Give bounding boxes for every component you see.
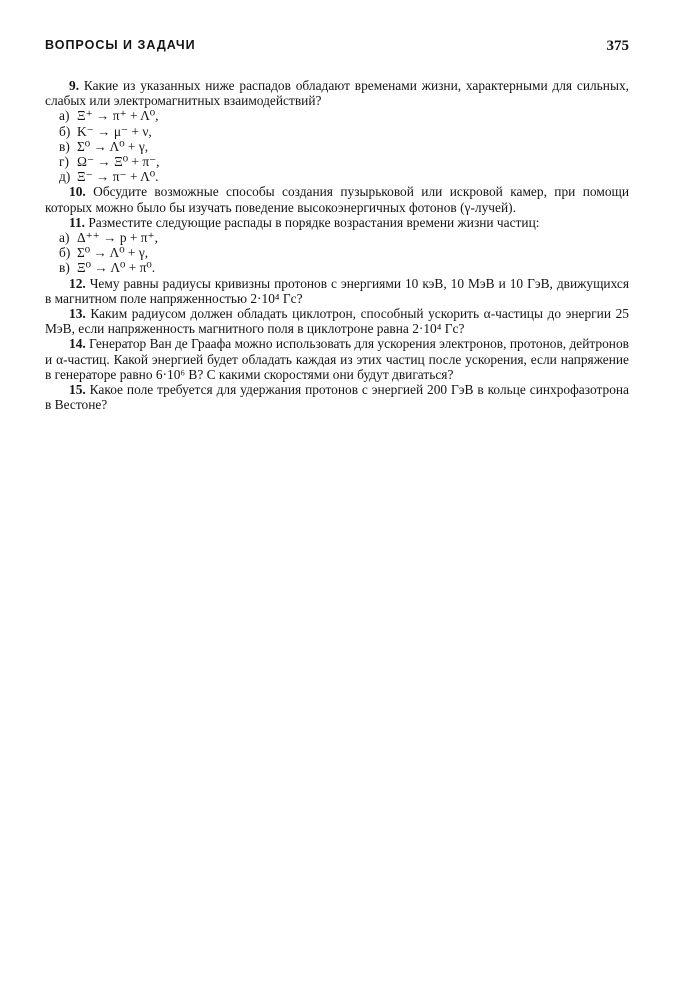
question-15 — [45, 382, 629, 412]
decay-item: а) Δ⁺⁺ → p + π⁺, — [59, 230, 158, 246]
question-12 — [45, 276, 629, 306]
question-text: Чему равны радиусы кривизны протонов с энергиями 10 кэВ, 10 МэВ и 10 ГэВ, движущихся в магнитном поле напряженностью 2·10⁴ Гс? — [45, 275, 629, 306]
decay-item: в) Σ⁰ → Λ⁰ + γ, — [59, 138, 149, 154]
decay-item: б) K⁻ → μ⁻ + ν, — [59, 123, 152, 139]
decay-item: б) Σ⁰ → Λ⁰ + γ, — [59, 245, 149, 261]
question-11 — [45, 215, 629, 230]
decay-item: г) Ω⁻ → Ξ⁰ + π⁻, — [59, 154, 160, 170]
decay-item: д) Ξ⁻ → π⁻ + Λ⁰. — [59, 169, 159, 185]
decay-list-9 — [45, 108, 629, 184]
question-text: Разместите следующие распады в порядке возрастания времени жизни частиц: — [88, 214, 540, 230]
question-text: Каким радиусом должен обладать циклотрон, способный ускорить α-частицы до энергии 25 МэВ, если напряженность магнитного поля в циклотроне равна 2·10⁴ Гс? — [45, 306, 629, 337]
question-number: 14. — [69, 336, 86, 352]
question-text: Генератор Ван де Граафа можно использовать для ускорения электронов, протонов, дейтронов и α-частиц. Какой энергией будет обладать каждая из этих частиц после ускорения, если напряжение в генераторе равно 6·10⁶ В? С какими скоростями они будут двигаться? — [45, 336, 629, 382]
question-number: 12. — [69, 275, 86, 291]
decay-item: в) Ξ⁰ → Λ⁰ + π⁰. — [59, 260, 156, 276]
question-text: Обсудите возможные способы создания пузырьковой или искровой камер, при помощи которых можно было бы изучать поведение высокоэнергичных фотонов (γ-лучей). — [45, 184, 629, 215]
question-number: 13. — [69, 306, 86, 322]
question-number: 11. — [69, 214, 85, 230]
question-10 — [45, 184, 629, 214]
question-13 — [45, 306, 629, 336]
page-number: 375 — [606, 38, 629, 54]
question-number: 9. — [69, 78, 80, 93]
decay-list-11 — [45, 230, 629, 276]
decay-item: а) Ξ⁺ → π⁺ + Λ⁰, — [59, 108, 159, 124]
questions-body — [45, 78, 629, 412]
section-title: ВОПРОСЫ И ЗАДАЧИ — [45, 38, 196, 52]
question-9 — [45, 78, 629, 108]
question-text: Какое поле требуется для удержания протонов с энергией 200 ГэВ в кольце синхрофазотрона в Вестоне? — [45, 382, 629, 413]
question-number: 10. — [69, 184, 86, 200]
question-14 — [45, 336, 629, 382]
question-number: 15. — [69, 382, 86, 398]
question-text: Какие из указанных ниже распадов обладают временами жизни, характерными для сильных, слабых или электромагнитных взаимодействий? — [45, 78, 629, 109]
running-header — [45, 38, 629, 58]
